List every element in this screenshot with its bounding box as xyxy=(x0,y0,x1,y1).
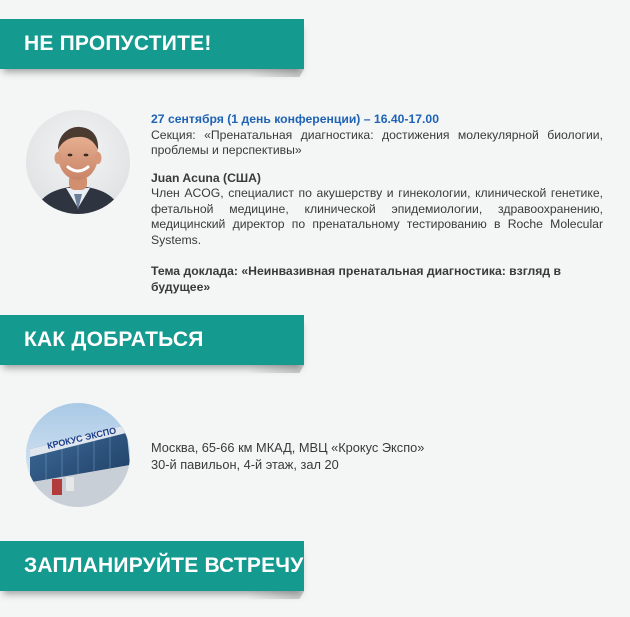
address-line-2: 30-й павильон, 4-й этаж, зал 20 xyxy=(151,457,339,472)
schedule-meeting-heading: ЗАПЛАНИРУЙТЕ ВСТРЕЧУ xyxy=(24,554,304,577)
address-line-1: Москва, 65-66 км МКАД, МВЦ «Крокус Экспо» xyxy=(151,440,425,455)
speaker-name: Juan Acuna (США) xyxy=(151,170,261,185)
event-date: 27 сентября (1 день конференции) – 16.40-17.00 xyxy=(151,112,439,126)
banner-fold xyxy=(245,365,304,373)
how-to-get-heading: КАК ДОБРАТЬСЯ xyxy=(24,328,204,351)
speaker-info xyxy=(151,112,603,295)
how-to-get-banner xyxy=(0,315,304,365)
venue-address xyxy=(151,439,591,473)
venue-building-image xyxy=(26,403,130,507)
dont-miss-heading: НЕ ПРОПУСТИТЕ! xyxy=(24,32,212,55)
talk-topic: Тема доклада: «Неинвазивная пренатальная диагностика: взгляд в будущее» xyxy=(151,264,561,294)
banner-fold xyxy=(245,69,304,77)
speaker-portrait-image xyxy=(26,110,130,214)
banner-fold xyxy=(245,591,304,599)
speaker-bio: Член ACOG, специалист по акушерству и гинекологии, клинической генетике, фетальной медицине, клинической эпидемиологии, здравоохранению, медицинский директор по пренатальному тестированию в Roche Molecular Systems. xyxy=(151,186,603,247)
event-section: Секция: «Пренатальная диагностика: достижения молекулярной биологии, проблемы и перспективы» xyxy=(151,127,603,157)
venue-photo xyxy=(26,403,130,507)
dont-miss-banner xyxy=(0,19,304,69)
speaker-photo xyxy=(26,110,130,214)
building-sign: КРОКУС ЭКСПО xyxy=(46,425,118,451)
schedule-meeting-banner xyxy=(0,541,304,591)
